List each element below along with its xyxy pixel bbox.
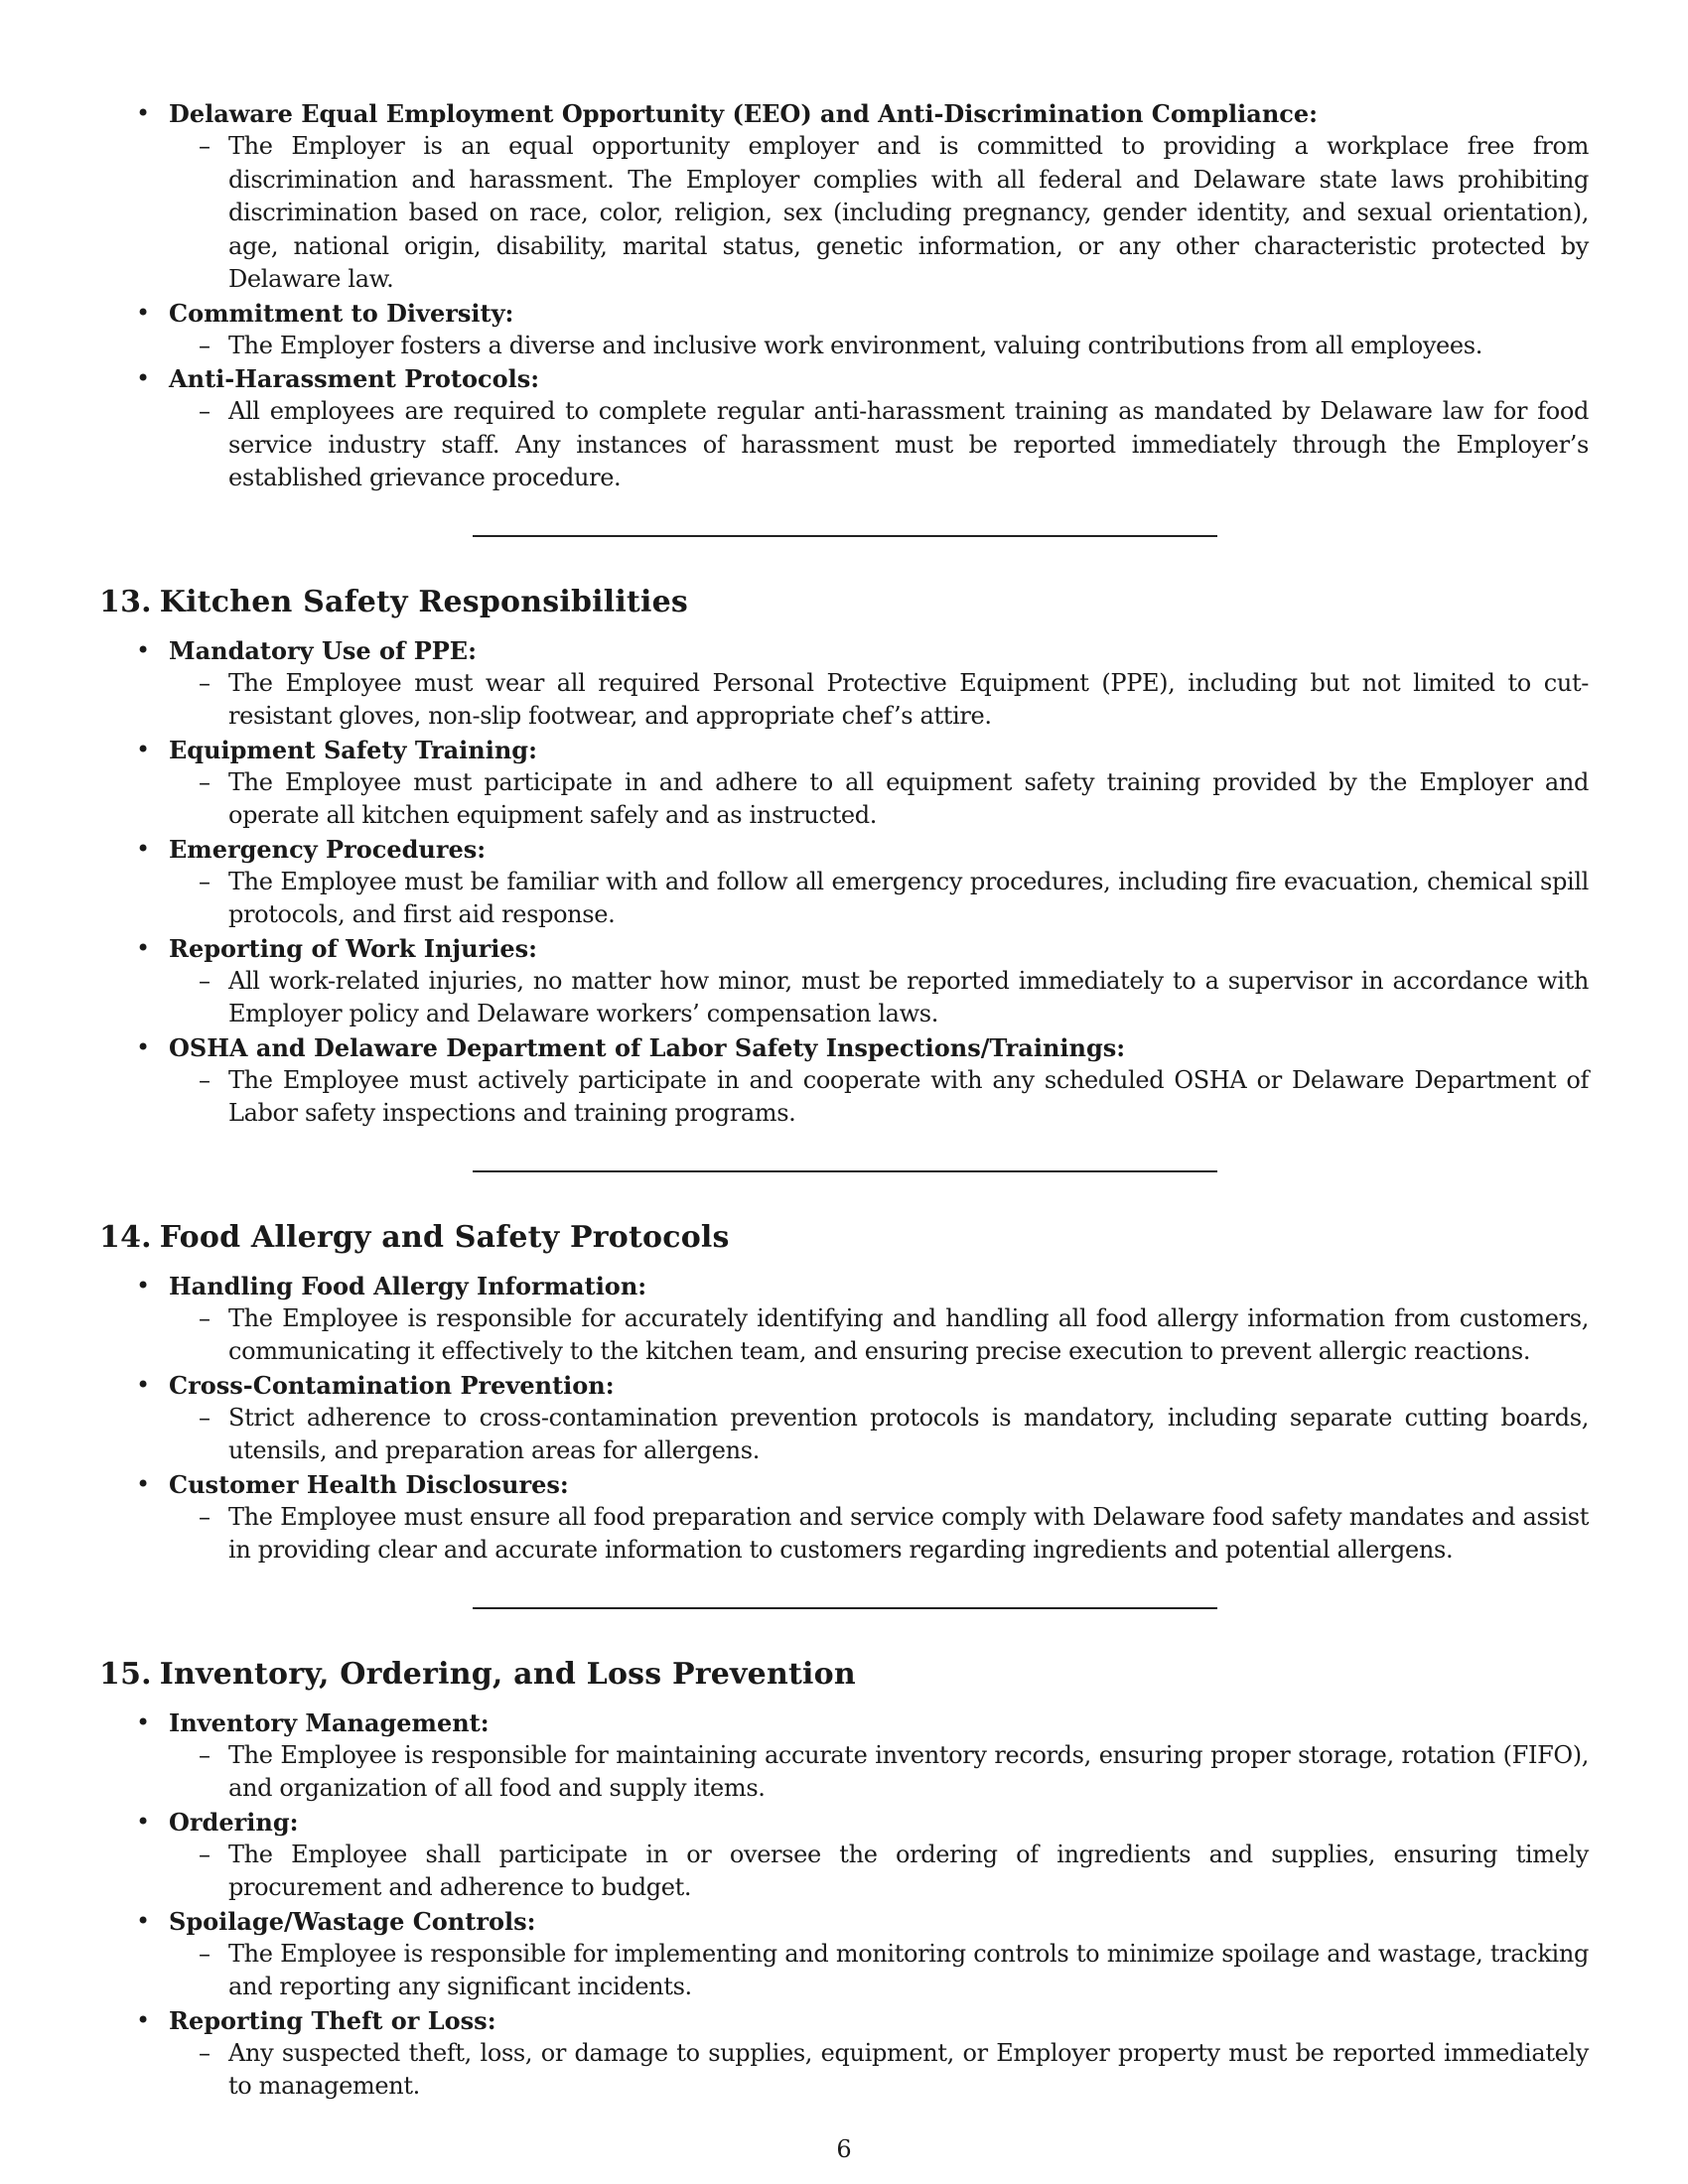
item-title: Reporting of Work Injuries: [169, 933, 537, 963]
item-title: OSHA and Delaware Department of Labor Safety Inspections/Trainings: [169, 1032, 1126, 1062]
dash-icon: – [199, 1502, 211, 1531]
section-title: Kitchen Safety Responsibilities [159, 584, 688, 619]
section-list [99, 634, 1589, 1131]
list-item [99, 1031, 1589, 1131]
item-title: Inventory Management: [169, 1707, 490, 1737]
section-number: 15. [99, 1656, 152, 1692]
item-text: Strict adherence to cross-contamination prevention protocols is mandatory, including separate cutting boards, utensils, and preparation areas for allergens. [228, 1403, 1589, 1464]
bullet-icon: • [136, 735, 151, 763]
page-number: 6 [836, 2135, 852, 2163]
dash-icon: – [199, 132, 211, 160]
item-title: Ordering: [169, 1807, 299, 1837]
bullet-icon: • [136, 1906, 151, 1935]
item-text: The Employee is responsible for maintaining accurate inventory records, ensuring proper storage, rotation (FIFO), and organization of all food and supply items. [228, 1740, 1589, 1802]
list-item [99, 634, 1589, 734]
bullet-icon: • [136, 635, 151, 664]
bullet-icon: • [136, 2005, 151, 2034]
dash-icon: – [199, 668, 211, 697]
sub-item [169, 866, 1589, 932]
bullet-icon: • [136, 99, 151, 127]
list-item [99, 833, 1589, 932]
sub-item [169, 2037, 1589, 2104]
sub-item [169, 1064, 1589, 1131]
list-item [99, 1706, 1589, 1806]
bullet-icon: • [136, 1032, 151, 1061]
dash-icon: – [199, 966, 211, 995]
item-title: Handling Food Allergy Information: [169, 1271, 647, 1300]
section-title: Food Allergy and Safety Protocols [159, 1219, 730, 1255]
section-heading [99, 583, 1589, 622]
list-item [99, 1905, 1589, 2004]
sub-item [169, 395, 1589, 495]
sub-item [169, 667, 1589, 734]
list-item [99, 1369, 1589, 1468]
item-text: The Employee must participate in and adhere to all equipment safety training provided by the Employer and operate all kitchen equipment safely and as instructed. [228, 767, 1589, 829]
list-item [99, 1270, 1589, 1369]
section-heading [99, 1655, 1589, 1695]
section-divider [473, 1170, 1217, 1172]
item-text: The Employee must actively participate in and cooperate with any scheduled OSHA or Delaware Department of Labor safety inspections and training programs. [228, 1065, 1589, 1127]
section-title: Inventory, Ordering, and Loss Prevention [159, 1656, 856, 1692]
list-item [99, 97, 1589, 297]
dash-icon: – [199, 1403, 211, 1432]
sub-item [169, 330, 1589, 363]
dash-icon: – [199, 397, 211, 425]
section-divider [473, 1607, 1217, 1609]
sub-item [169, 1402, 1589, 1468]
section-number: 13. [99, 584, 152, 619]
bullet-icon: • [136, 1370, 151, 1399]
item-text: Any suspected theft, loss, or damage to supplies, equipment, or Employer property must be reported immediately to management. [228, 2038, 1589, 2100]
bullet-icon: • [136, 933, 151, 962]
item-text: The Employee is responsible for implementing and monitoring controls to minimize spoilage and wastage, tracking and reporting any significant incidents. [228, 1939, 1589, 2000]
item-title: Mandatory Use of PPE: [169, 635, 477, 665]
item-text: The Employee must be familiar with and follow all emergency procedures, including fire evacuation, chemical spill protocols, and first aid response. [228, 867, 1589, 928]
dash-icon: – [199, 331, 211, 359]
item-title: Commitment to Diversity: [169, 298, 514, 328]
list-item [99, 1806, 1589, 1905]
section-heading [99, 1218, 1589, 1258]
item-text: All work-related injuries, no matter how minor, must be reported immediately to a supervisor in accordance with Employer policy and Delaware workers’ compensation laws. [228, 966, 1589, 1027]
section-number: 14. [99, 1219, 152, 1255]
dash-icon: – [199, 1840, 211, 1868]
list-item [99, 362, 1589, 495]
bullet-icon: • [136, 364, 151, 392]
list-item [99, 1468, 1589, 1568]
list-item [99, 734, 1589, 833]
item-title: Anti-Harassment Protocols: [169, 364, 540, 393]
section-divider [473, 535, 1217, 537]
item-text: The Employer fosters a diverse and inclusive work environment, valuing contributions from all employees. [228, 331, 1482, 359]
item-text: The Employee must ensure all food preparation and service comply with Delaware food safety mandates and assist in providing clear and accurate information to customers regarding ingredients and potential allergens. [228, 1502, 1589, 1564]
item-title: Reporting Theft or Loss: [169, 2005, 496, 2035]
list-item [99, 2004, 1589, 2104]
sub-item [169, 1739, 1589, 1806]
sub-item [169, 130, 1589, 297]
item-title: Equipment Safety Training: [169, 735, 537, 764]
dash-icon: – [199, 767, 211, 796]
item-text: The Employee shall participate in or oversee the ordering of ingredients and supplies, ensuring timely procurement and adherence to budget. [228, 1840, 1589, 1901]
item-text: The Employee must wear all required Personal Protective Equipment (PPE), including but not limited to cut-resistant gloves, non-slip footwear, and appropriate chef’s attire. [228, 668, 1589, 730]
item-title: Spoilage/Wastage Controls: [169, 1906, 536, 1936]
dash-icon: – [199, 1939, 211, 1968]
item-text: The Employee is responsible for accurately identifying and handling all food allergy information from customers, communicating it effectively to the kitchen team, and ensuring precise execution to prevent allergic reactions. [228, 1303, 1589, 1365]
bullet-icon: • [136, 834, 151, 863]
item-text: The Employer is an equal opportunity employer and is committed to providing a workplace free from discrimination and harassment. The Employer complies with all federal and Delaware state laws prohibiting discrimination based on race, color, religion, sex (including pregnancy, gender identity, and sexual orientation), age, national origin, disability, marital status, genetic information, or any other characteristic protected by Delaware law. [228, 132, 1589, 293]
item-title: Emergency Procedures: [169, 834, 487, 864]
sub-item [169, 965, 1589, 1031]
dash-icon: – [199, 2038, 211, 2067]
bullet-icon: • [136, 1807, 151, 1836]
bullet-icon: • [136, 1271, 151, 1299]
bullet-icon: • [136, 298, 151, 327]
bullet-icon: • [136, 1469, 151, 1498]
item-title: Delaware Equal Employment Opportunity (EEO) and Anti-Discrimination Compliance: [169, 99, 1319, 128]
item-title: Customer Health Disclosures: [169, 1469, 569, 1499]
section-list [99, 1270, 1589, 1568]
sub-item [169, 1938, 1589, 2004]
dash-icon: – [199, 867, 211, 895]
list-item [99, 297, 1589, 363]
bullet-icon: • [136, 1707, 151, 1736]
section-list [99, 1706, 1589, 2104]
sub-item [169, 766, 1589, 833]
list-item [99, 932, 1589, 1031]
sub-item [169, 1501, 1589, 1568]
dash-icon: – [199, 1740, 211, 1769]
sub-item [169, 1839, 1589, 1905]
dash-icon: – [199, 1303, 211, 1332]
item-text: All employees are required to complete regular anti-harassment training as mandated by Delaware law for food service industry staff. Any instances of harassment must be reported immediately through the Employer’s established grievance procedure. [228, 397, 1589, 491]
page-content [99, 97, 1589, 2104]
sub-item [169, 1302, 1589, 1369]
dash-icon: – [199, 1065, 211, 1094]
intro-list [99, 97, 1589, 495]
item-title: Cross-Contamination Prevention: [169, 1370, 615, 1400]
